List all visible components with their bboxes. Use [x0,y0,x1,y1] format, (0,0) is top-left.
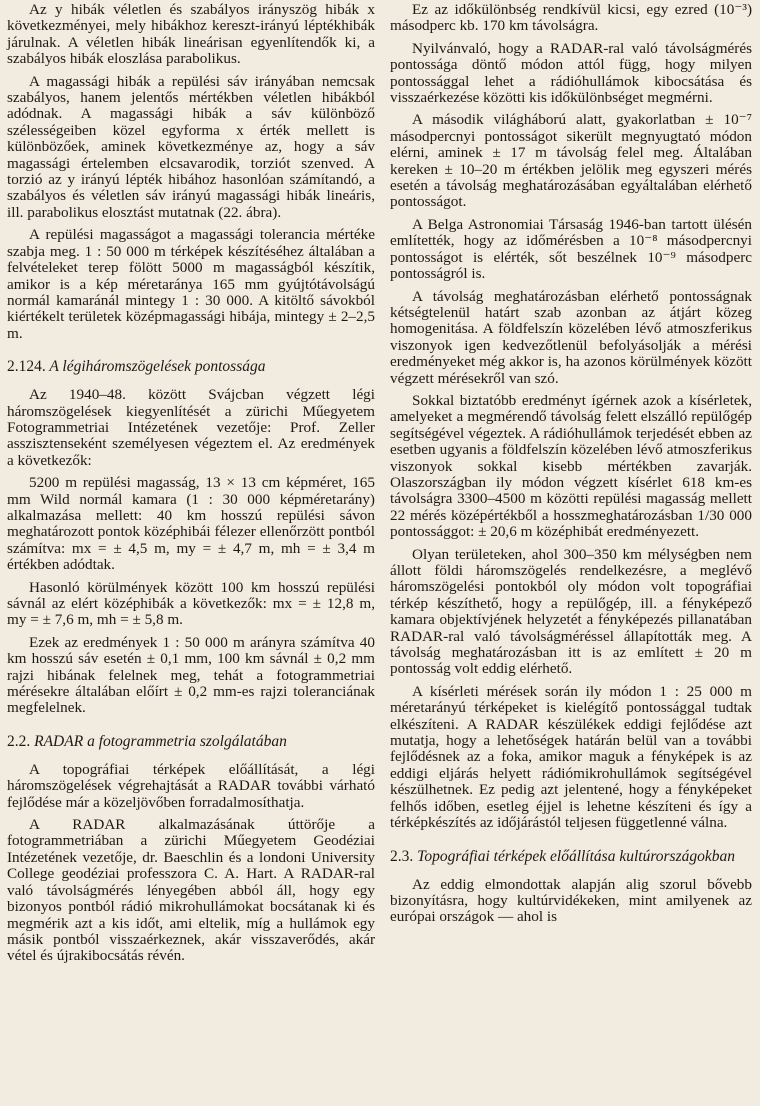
section-heading [7,733,375,750]
paragraph: Az 1940–48. között Svájcban végzett légi háromszögelések kiegyenlítését a zürichi Műegyetem Fotogrammetriai Intézetének vezetője: Prof. Zeller asszisztenseként személyesen végeztem el. Az eredmények a következők: [7,386,375,469]
paragraph: Nyilvánvaló, hogy a RADAR-ral való távolságmérés pontossága döntő módon attól függ, hogy milyen pontossággal lehet a rádióhullámok kibocsátása és visszaérkezése közötti kis időkülönbséget megmérni. [390,39,752,107]
paragraph: Ezek az eredmények 1 : 50 000 m arányra számítva 40 km hosszú sáv esetén ± 0,1 mm, 100 km sávnál ± 0,2 mm rajzi hibának felelnek meg, tehát a fotogrammetriai mérésekre általában előírt ± 0,2 mm-es rajzi toleranciának megfelelnek. [7,633,375,717]
paragraph: Hasonló körülmények között 100 km hosszú repülési sávnál az elért középhibák a következők: mx = ± 12,8 m, my = ± 7,6 m, mh = ± 5,8 m. [7,578,375,629]
left-column [7,2,375,971]
section-title: Topográfiai térképek előállítása kultúrországokban [417,847,736,865]
paragraph: Az eddig elmondottak alapján alig szorul bővebb bizonyításra, hogy kultúrvidékeken, mint amilyenek az európai országok — ahol is [390,875,752,926]
paragraph: Ez az időkülönbség rendkívül kicsi, egy ezred (10⁻³) másodperc kb. 170 km távolságra. [390,1,752,35]
section-title: A légiháromszögelések pontossága [49,358,266,376]
paragraph: Olyan területeken, ahol 300–350 km mélységben nem állott földi háromszögelés rendelkezésre, a meglévő háromszögelési pontokból oly módon volt topográfiai térkép készíthető, hogy a repülőgép, ill. a fényképező kamara objektívjének helyzetét a fényképezés pillanatában RADAR-ral való távolságméréssel állapították meg. A távolság meghatározásban itt is az említett ± 20 m pontosság volt eddig elérhető. [390,545,752,678]
section-number: 2.2. [7,732,31,750]
paragraph: A Belga Astronomiai Társaság 1946-ban tartott ülésén említették, hogy az időmérésben a 10⁻⁸ másodpercnyi pontosságot is elérték, sőt beszélnek 10⁻⁹ másodperc pontosságról is. [390,215,752,283]
paragraph: A második világháború alatt, gyakorlatban ± 10⁻⁷ másodpercnyi pontosságot sikerült megnyugtató módon elérni, aminek ± 17 m távolság felel meg. Általában kereken ± 10–20 m értékben jelölik meg egyszeri mérés esetén a távolság meghatározásában egyáltalában elérhető pontosságot. [390,111,752,211]
section-number: 2.124. [7,358,46,376]
section-number: 2.3. [390,847,414,865]
paragraph: A RADAR alkalmazásának úttörője a fotogrammetriában a zürichi Műegyetem Geodéziai Intézetének vezetője, dr. Baeschlin és a londoni University College geodéziai professzora C. A. Hart. A RADAR-ral való távolságmérés lényegében abból áll, hogy egy bizonyos pontból rádió mikrohullámokat bocsátanak ki és megmérik azt a kis időt, ami eltelik, míg a hullámok egy másik pontból visszaérkeznek, akár visszaverődés, akár vétel és újrakibocsátás révén. [7,816,375,965]
paragraph: A kísérleti mérések során ily módon 1 : 25 000 m méretarányú térképeket is kielégítő pontossággal tudtak elkészíteni. A RADAR készülékek eddigi fejlődése azt mutatja, hogy a lehetőségek határán belül van a további fejlődésnek az a foka, amikor maguk a fényképek is az eddigi eljárás helyett rádiómikrohullámok segítségével készülhetnek. Ez pedig azt jelentené, hogy a fényképeket felhős időben, esetleg éjjel is lehetne készíteni és így a térképkészítés az időjárástól teljesen függetlenné válna. [390,682,752,832]
section-heading [390,848,752,865]
paragraph: A távolság meghatározásban elérhető pontosságnak kétségtelenül határt szab azonban az átjárt közeg homogenitása. A földfelszín közelében lévő atmoszferikus viszonyok igen kedvezőtlenül befolyásolják a mérési eredményeket még akkor is, ha azonos körülmények között végzett mérésekről van szó. [390,287,752,387]
section-title: RADAR a fotogrammetria szolgálatában [34,732,287,750]
paragraph: A topográfiai térképek előállítását, a légi háromszögelések végrehajtását a RADAR további várható fejlődése már a közeljövőben forradalmosíthatja. [7,760,375,811]
paragraph: A magassági hibák a repülési sáv irányában nemcsak szabályos, hanem jelentős mértékben véletlen hibákból adódnak. A magassági hibák a sáv különböző szélességeiben közel egyforma x érték mellett is különbözőek, aminek következménye az, hogy a sáv magassági értelemben elcsavarodik, torziót szenved. A torzió az y irányú lépték hibához hasonlóan számítandó, a szabályos és véletlen sáv irányú magassági hibák lineáris, ill. parabolikus elosztást mutatnak (22. ábra). [7,72,375,221]
right-column [390,2,752,932]
paragraph: Az y hibák véletlen és szabályos irányszög hibák x következményei, mely hibákhoz kereszt-irányú léptékhibák járulnak. A véletlen hibák lineárisan egyenlítendők ki, a szabályos hibák eloszlása parabolikus. [7,1,375,68]
paragraph: A repülési magasságot a magassági tolerancia mértéke szabja meg. 1 : 50 000 m térképek készítéséhez általában a felvételeket terep fölött 5000 m magasságból készítik, amikor is a kép méretaránya 165 mm gyújtótávolságú normál kamaránál mintegy 1 : 30 000. A kitöltő sávokból kiértékelt területek középmagassági hibája, mintegy ± 2–2,5 m. [7,226,375,342]
paragraph: Sokkal biztatóbb eredményt ígérnek azok a kísérletek, amelyeket a megmérendő távolság felett elszálló repülőgép segítségével végeztek. A rádióhullámok terjedését ebben az esetben ugyanis a földfelszín közelében lévő atmoszferikus viszonyok sokkal kisebb mértékben zavarják. Olaszországban ily módon végzett kísérlet 618 km-es távolságra 3300–4500 m közötti repülési magasság mellett 22 mérés középértékből a hosszmeghatározásban 1/30 000 pontossággot: ± 20,6 m középhibát eredményezett. [390,391,752,541]
paragraph: 5200 m repülési magasság, 13 × 13 cm képméret, 165 mm Wild normál kamara (1 : 30 000 képméretarány) alkalmazása mellett: 40 km hosszú repülési sávon meghatározott pontok középhibái félezer ellenőrzött pontból számítva: mx = ± 4,5 m, my = ± 4,7 m, mh = ± 3,4 m értékben adódtak. [7,474,375,574]
section-heading [7,358,375,375]
